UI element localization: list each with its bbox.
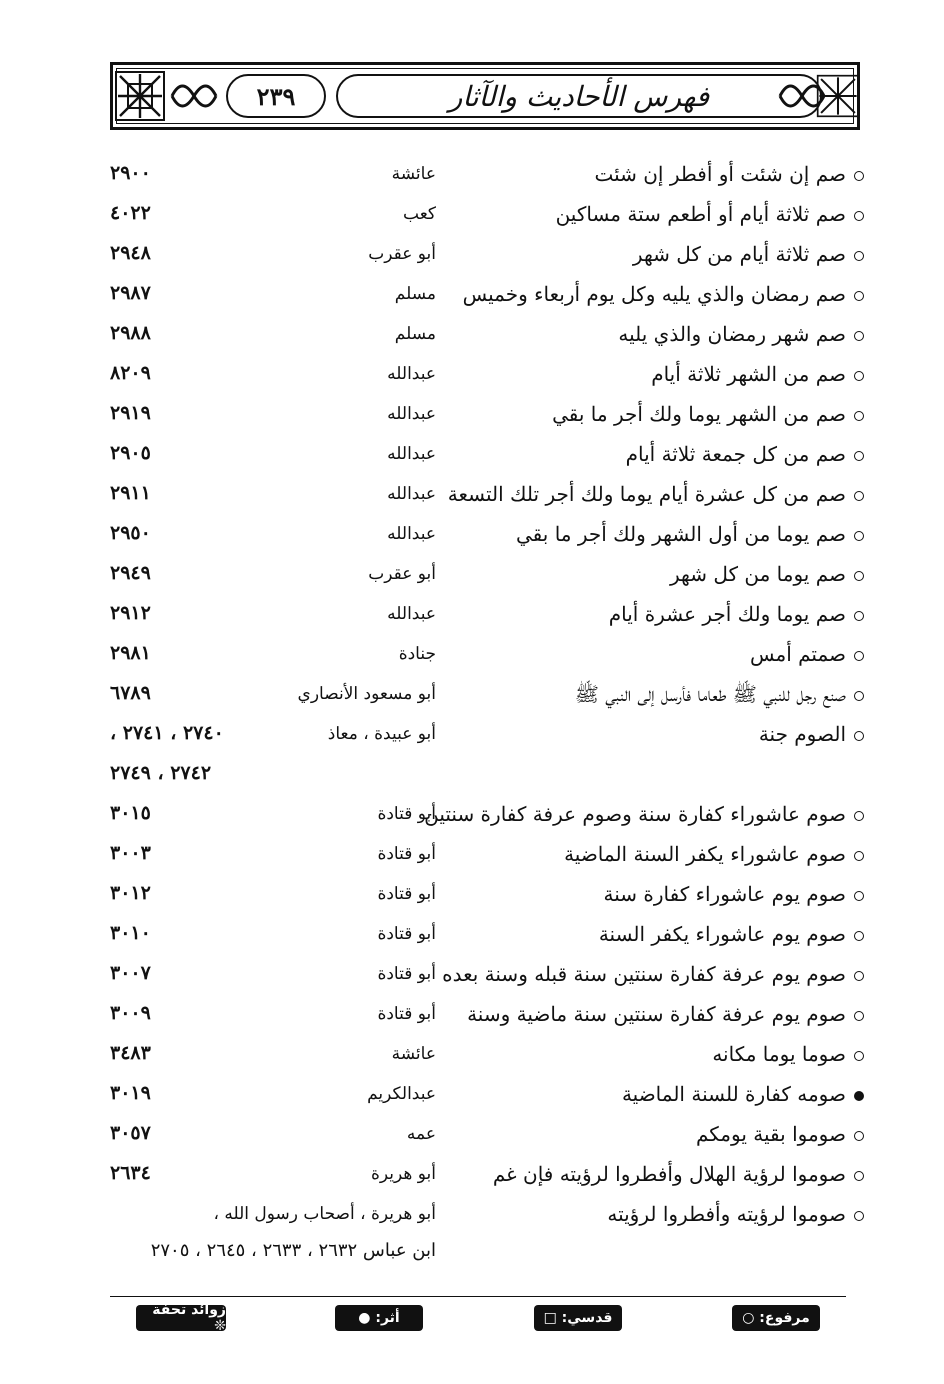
list-item (0, 278, 944, 318)
knot-ornament-icon (816, 70, 860, 122)
list-item (0, 558, 944, 598)
list-item (0, 1198, 944, 1238)
list-item (0, 678, 944, 718)
list-item (0, 158, 944, 198)
hadith-text: صم يوما من كل شهر (669, 562, 846, 586)
hadith-numbers: ٢٩١٢ (110, 602, 151, 624)
list-item (0, 798, 944, 838)
hadith-numbers: ٢٩٠٠ (110, 162, 151, 184)
hadith-numbers: ٣٠٥٧ (110, 1122, 151, 1144)
filled-circle-icon (854, 1091, 864, 1101)
narrator-name: مسلم (394, 324, 436, 344)
list-item-continuation (0, 1234, 944, 1274)
list-item (0, 358, 944, 398)
list-item (0, 238, 944, 278)
legend-marfu: مرفوع: ○ (732, 1305, 820, 1331)
hollow-circle-icon (854, 411, 864, 421)
hadith-text: صم من الشهر يوما ولك أجر ما بقي (552, 402, 846, 426)
hadith-numbers: ٣٠١٩ (110, 1082, 151, 1104)
narrator-name: عبدالله (387, 444, 436, 464)
narrator-name: عائشة (391, 164, 436, 184)
hadith-text: صم من كل عشرة أيام يوما ولك أجر تلك التسعة (447, 482, 846, 506)
hollow-circle-icon (854, 211, 864, 221)
hadith-text: صم يوما ولك أجر عشرة أيام (608, 602, 846, 626)
hadith-text: صم إن شئت أو أفطر إن شئت (594, 162, 846, 186)
narrator-name: عبدالله (387, 364, 436, 384)
list-item (0, 518, 944, 558)
list-item (0, 398, 944, 438)
narrator-name: عمه (406, 1124, 436, 1144)
list-item (0, 878, 944, 918)
hadith-text: صم ثلاثة أيام أو أطعم ستة مساكين (555, 202, 846, 226)
hadith-text: صوم عاشوراء يكفر السنة الماضية (564, 842, 846, 866)
legend-qudsi: قدسي: □ (534, 1305, 622, 1331)
narrator-name: عبدالله (387, 604, 436, 624)
list-item-continuation (0, 758, 944, 798)
hadith-text: صم من كل جمعة ثلاثة أيام (625, 442, 846, 466)
narrator-name: أبو عقرب (368, 564, 436, 584)
hollow-circle-icon (854, 851, 864, 861)
narrator-name: عبدالكريم (367, 1084, 436, 1104)
hollow-circle-icon (854, 931, 864, 941)
page-number: ٢٣٩ (226, 74, 326, 118)
hollow-circle-icon (854, 451, 864, 461)
hadith-numbers: ٦٧٨٩ (110, 682, 151, 704)
list-item (0, 598, 944, 638)
narrator-name: أبو قتادة (377, 964, 436, 984)
legend-zawaid: زوائد تحفة ❊ (136, 1305, 226, 1331)
hollow-circle-icon (854, 531, 864, 541)
hollow-circle-icon (854, 691, 864, 701)
page-header (110, 62, 860, 130)
hadith-text: صوم عاشوراء كفارة سنة وصوم عرفة كفارة سنتين (424, 802, 846, 826)
narrator-name: عبدالله (387, 524, 436, 544)
narrator-name: أبو قتادة (377, 924, 436, 944)
list-item (0, 318, 944, 358)
hadith-numbers: ٢٩٨٨ (110, 322, 151, 344)
hadith-text: صم يوما من أول الشهر ولك أجر ما بقي (515, 522, 846, 546)
hollow-circle-icon (854, 291, 864, 301)
list-item (0, 998, 944, 1038)
hollow-circle-icon (854, 1131, 864, 1141)
knot-ornament-icon (168, 70, 220, 122)
hadith-text: صوم يوم عرفة كفارة سنتين سنة ماضية وسنة (467, 1002, 846, 1026)
hadith-text: صوموا لرؤيته وأفطروا لرؤيته (607, 1202, 846, 1226)
hollow-circle-icon (854, 371, 864, 381)
hadith-numbers: ٣٤٨٣ (110, 1042, 151, 1064)
list-item (0, 958, 944, 998)
hadith-numbers: ٣٠١٠ (110, 922, 151, 944)
hadith-numbers: ٣٠١٥ (110, 802, 151, 824)
hadith-numbers: ٢٩٤٨ (110, 242, 151, 264)
hollow-circle-icon (854, 1171, 864, 1181)
hollow-circle-icon (854, 571, 864, 581)
hadith-numbers: ٢٩٥٠ (110, 522, 151, 544)
list-item (0, 1078, 944, 1118)
narrator-name: كعب (403, 204, 436, 224)
hadith-text: صوم يوم عاشوراء يكفر السنة (598, 922, 846, 946)
hadith-numbers: ٢٩٠٥ (110, 442, 151, 464)
hadith-text: صوموا لرؤية الهلال وأفطروا لرؤيته فإن غم (492, 1162, 846, 1186)
narrator-name: أبو قتادة (377, 844, 436, 864)
hollow-circle-icon (854, 731, 864, 741)
hadith-text: صمتم أمس (749, 642, 846, 666)
narrator-name: عبدالله (387, 484, 436, 504)
narrator-name: أبو عبيدة ، معاذ (327, 724, 436, 744)
narrator-and-numbers: ابن عباس ٢٦٣٢ ، ٢٦٣٣ ، ٢٦٤٥ ، ٢٧٠٥ (150, 1240, 436, 1261)
hadith-numbers: ٣٠٠٩ (110, 1002, 151, 1024)
hollow-circle-icon (854, 1211, 864, 1221)
hadith-text: صم شهر رمضان والذي يليه (618, 322, 846, 346)
list-item (0, 718, 944, 758)
hadith-numbers: ٨٢٠٩ (110, 362, 151, 384)
hadith-numbers: ٢٦٣٤ (110, 1162, 151, 1184)
hollow-circle-icon (854, 491, 864, 501)
narrator-name: أبو عقرب (368, 244, 436, 264)
narrator-name: أبو قتادة (377, 884, 436, 904)
list-item (0, 838, 944, 878)
list-item (0, 1038, 944, 1078)
hadith-numbers: ٢٩٨٧ (110, 282, 151, 304)
narrator-name: أبو مسعود الأنصاري (297, 684, 436, 704)
list-item (0, 1118, 944, 1158)
hadith-numbers: ٣٠٠٧ (110, 962, 151, 984)
narrator-name: عبدالله (387, 404, 436, 424)
hollow-circle-icon (854, 1051, 864, 1061)
hadith-numbers: ٣٠١٢ (110, 882, 151, 904)
hadith-text: صم ثلاثة أيام من كل شهر (632, 242, 846, 266)
hadith-text: صوم يوم عرفة كفارة سنتين سنة قبله وسنة بعده (442, 962, 846, 986)
list-item (0, 438, 944, 478)
list-item (0, 918, 944, 958)
hollow-circle-icon (854, 331, 864, 341)
narrator-name: أبو هريرة ، أصحاب رسول الله ، (213, 1204, 436, 1224)
hadith-text: صم من الشهر ثلاثة أيام (651, 362, 846, 386)
list-item (0, 198, 944, 238)
hollow-circle-icon (854, 611, 864, 621)
knot-ornament-icon (114, 70, 166, 122)
hadith-numbers: ٢٧٤٢ ، ٢٧٤٩ (110, 762, 212, 784)
hollow-circle-icon (854, 971, 864, 981)
hadith-text: الصوم جنة (758, 722, 846, 746)
narrator-name: أبو قتادة (377, 1004, 436, 1024)
hadith-numbers: ٢٧٤٠ ، ٢٧٤١ ، (110, 722, 224, 744)
narrator-name: مسلم (394, 284, 436, 304)
hadith-text: صوم يوم عاشوراء كفارة سنة (603, 882, 846, 906)
list-item (0, 1158, 944, 1198)
list-item (0, 478, 944, 518)
hadith-numbers: ٢٩١٩ (110, 402, 151, 424)
hadith-text: صم رمضان والذي يليه وكل يوم أربعاء وخميس (462, 282, 846, 306)
hadith-text: صومه كفارة للسنة الماضية (621, 1082, 846, 1106)
hadith-text: صوما يوما مكانه (712, 1042, 846, 1066)
hadith-numbers: ٣٠٠٣ (110, 842, 151, 864)
narrator-name: عائشة (391, 1044, 436, 1064)
hollow-circle-icon (854, 1011, 864, 1021)
narrator-name: أبو قتادة (377, 804, 436, 824)
narrator-name: جنادة (398, 644, 436, 664)
narrator-name: أبو هريرة (370, 1164, 436, 1184)
hadith-numbers: ٢٩٤٩ (110, 562, 151, 584)
hadith-numbers: ٢٩١١ (110, 482, 151, 504)
hollow-circle-icon (854, 891, 864, 901)
list-item (0, 638, 944, 678)
hollow-circle-icon (854, 251, 864, 261)
legend-athar: أثر: ● (335, 1305, 423, 1331)
hadith-numbers: ٢٩٨١ (110, 642, 151, 664)
hollow-circle-icon (854, 171, 864, 181)
hollow-circle-icon (854, 651, 864, 661)
hadith-text: صنع رجل للنبي ﷺ طعاما فأرسل إلى النبي ﷺ (574, 682, 846, 706)
footer-divider (110, 1296, 846, 1297)
hollow-circle-icon (854, 811, 864, 821)
hadith-text: صوموا بقية يومكم (695, 1122, 846, 1146)
hadith-numbers: ٤٠٢٢ (110, 202, 151, 224)
page-title: فهرس الأحاديث والآثار (336, 74, 822, 118)
